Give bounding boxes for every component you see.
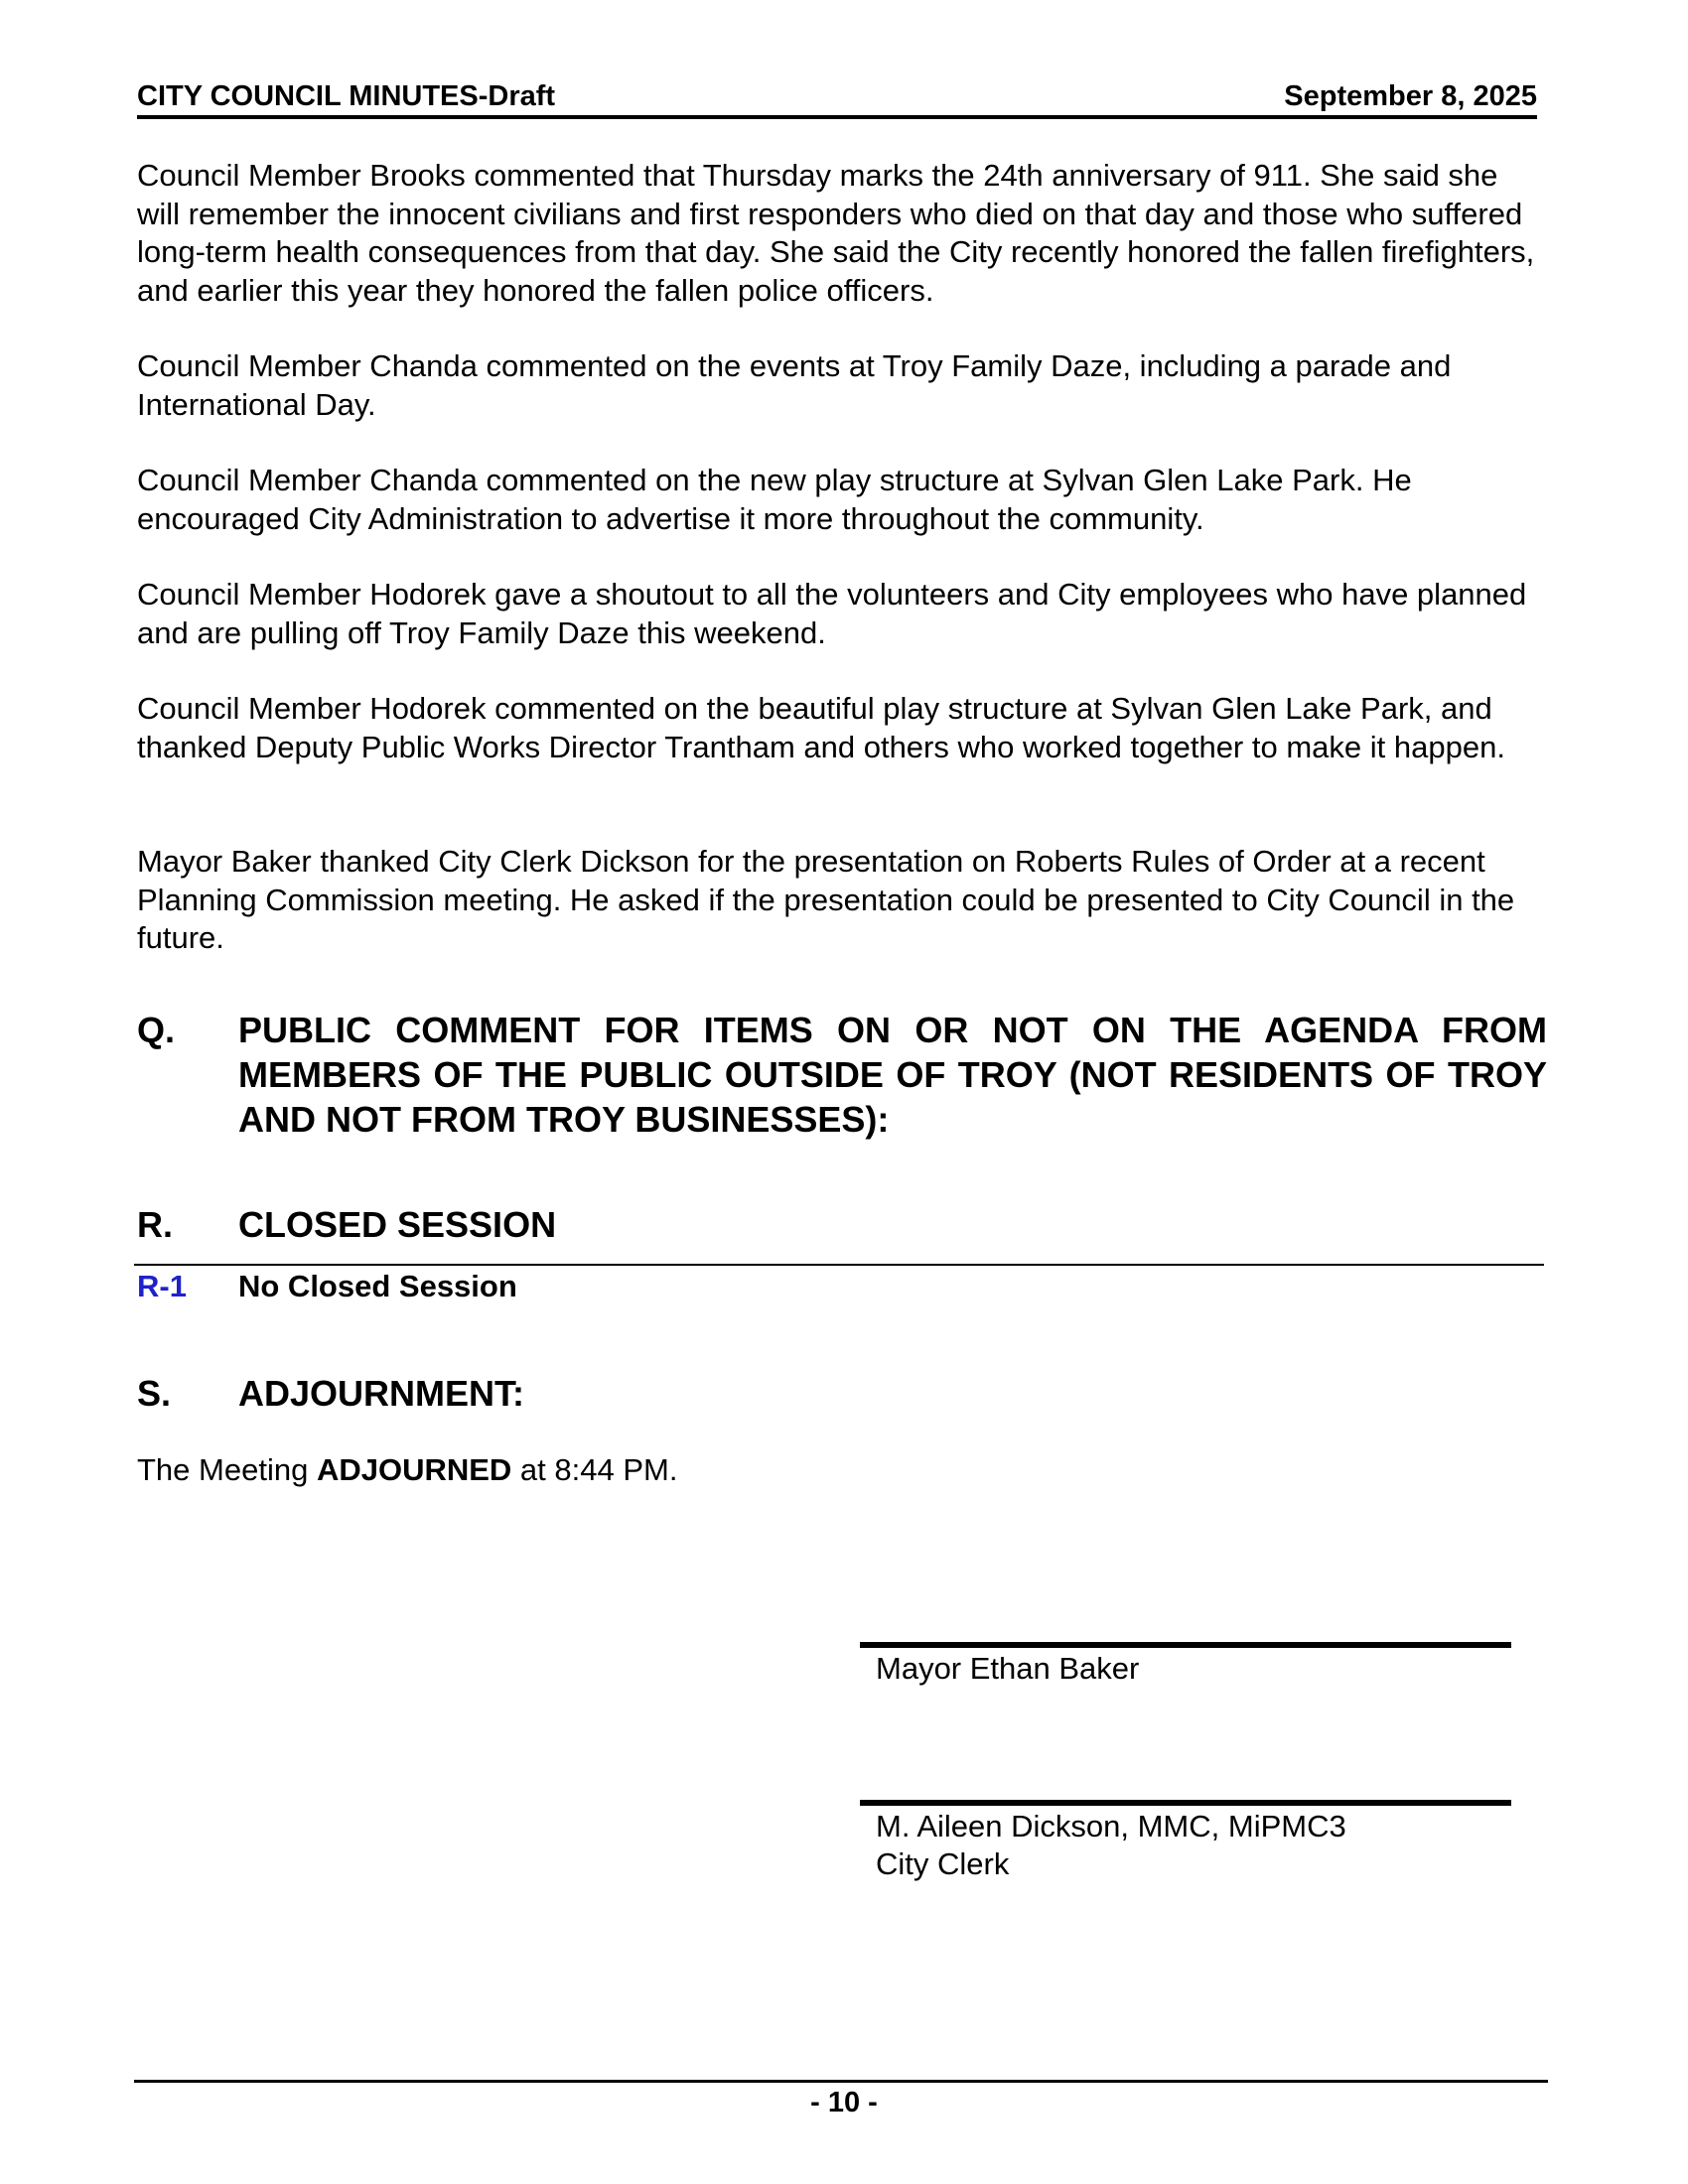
clerk-name: M. Aileen Dickson, MMC, MiPMC3 — [876, 1809, 1346, 1843]
section-s-letter: S. — [137, 1373, 172, 1414]
paragraph-chanda-play-structure: Council Member Chanda commented on the new play structure at Sylvan Glen Lake Park. He encouraged City Administration to advertise it more throughout the community. — [137, 463, 1412, 536]
mayor-signature-line — [860, 1642, 1511, 1648]
adjournment-prefix: The Meeting — [137, 1452, 317, 1487]
section-q — [137, 1008, 1547, 1142]
section-s-title: ADJOURNMENT: — [238, 1373, 524, 1414]
section-q-letter: Q. — [137, 1010, 176, 1050]
section-r-title: CLOSED SESSION — [238, 1204, 557, 1245]
mayor-signature-name: Mayor Ethan Baker — [876, 1651, 1140, 1686]
section-r-letter: R. — [137, 1204, 173, 1245]
section-r — [137, 1202, 1547, 1247]
section-r-divider — [134, 1264, 1544, 1266]
item-text: No Closed Session — [238, 1269, 517, 1303]
paragraph-hodorek-volunteers: Council Member Hodorek gave a shoutout to all the volunteers and City employees who have planned and are pulling off Troy Family Daze this weekend. — [137, 577, 1527, 650]
section-q-title: PUBLIC COMMENT FOR ITEMS ON OR NOT ON THE AGENDA FROM MEMBERS OF THE PUBLIC OUTSIDE OF TROY (NOT RESIDENTS OF TROY AND NOT FROM TROY BUSINESSES): — [238, 1010, 1547, 1140]
clerk-signature-block — [876, 1808, 1346, 1883]
section-s — [137, 1371, 1547, 1416]
paragraph-chanda-family-daze: Council Member Chanda commented on the events at Troy Family Daze, including a parade and International Day. — [137, 348, 1452, 422]
page-header — [137, 79, 1537, 119]
clerk-signature-line — [860, 1800, 1511, 1806]
adjournment-statement — [137, 1451, 1547, 1490]
item-number-link[interactable]: R-1 — [137, 1269, 187, 1303]
document-title: CITY COUNCIL MINUTES-Draft — [137, 80, 556, 112]
footer-divider — [134, 2080, 1548, 2083]
adjournment-bold: ADJOURNED — [316, 1452, 512, 1487]
paragraph-baker-roberts-rules: Mayor Baker thanked City Clerk Dickson for the presentation on Roberts Rules of Order at a recent Planning Commission meeting. He asked if the presentation could be presented to City Council in the future. — [137, 844, 1515, 955]
adjournment-suffix: at 8:44 PM. — [511, 1452, 678, 1487]
page-number: - 10 - — [810, 2087, 878, 2118]
item-r-1 — [137, 1269, 517, 1304]
clerk-title: City Clerk — [876, 1846, 1010, 1881]
paragraph-hodorek-play-structure: Council Member Hodorek commented on the beautiful play structure at Sylvan Glen Lake Park, and thanked Deputy Public Works Director Trantham and others who worked together to make it happen. — [137, 691, 1505, 764]
paragraph-brooks-911: Council Member Brooks commented that Thursday marks the 24th anniversary of 911. She said she will remember the innocent civilians and first responders who died on that day and those who suffered long-term health consequences from that day. She said the City recently honored the fallen firefighters, and earlier this year they honored the fallen police officers. — [137, 158, 1535, 308]
meeting-date: September 8, 2025 — [1284, 80, 1537, 112]
